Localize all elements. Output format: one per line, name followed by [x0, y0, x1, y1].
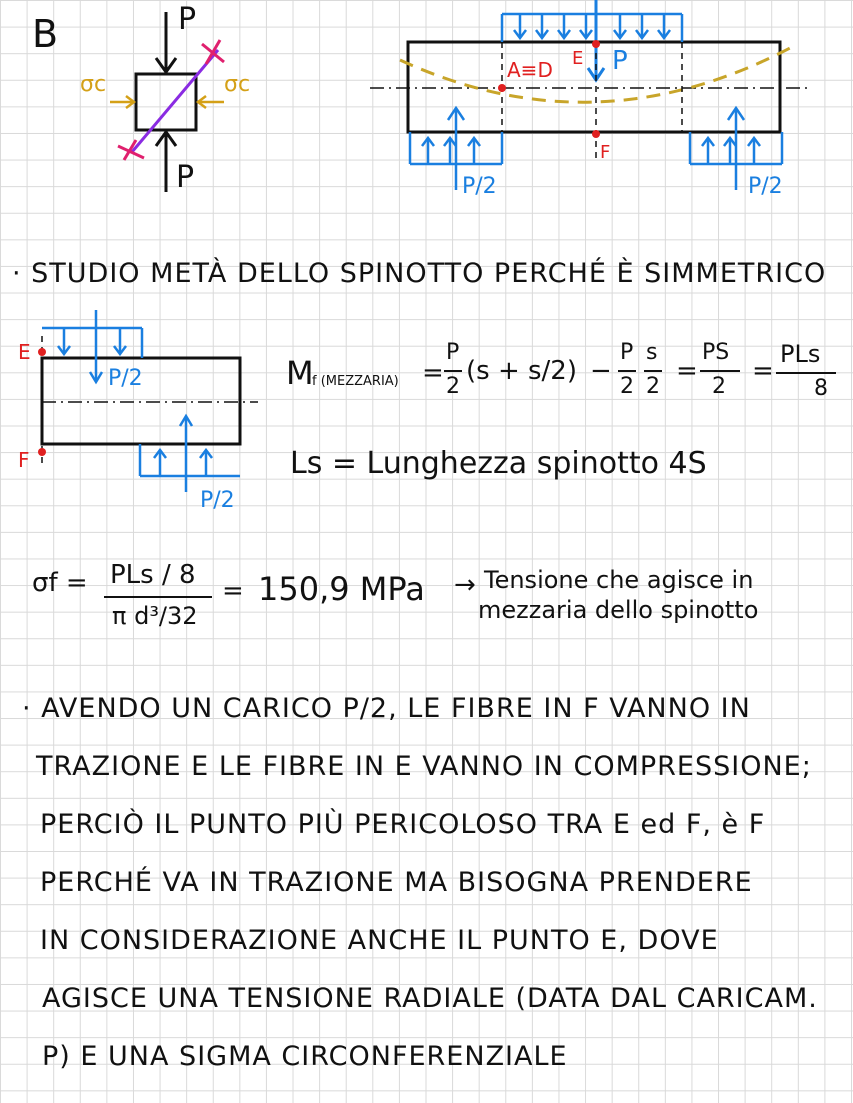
half-beam-load-top-label: P/2 — [108, 366, 143, 391]
beam-point-e-label: E — [572, 48, 584, 69]
paragraph-line: TRAZIONE E LE FIBRE IN E VANNO IN COMPRESSIONE; — [36, 751, 812, 782]
half-point-e-marker — [38, 348, 46, 356]
half-beam-load-bottom-label: P/2 — [200, 488, 235, 513]
stress-den: π d³/32 — [112, 602, 198, 630]
point-f-marker — [592, 130, 600, 138]
moment-lhs-sub: f (MEZZARIA) — [312, 374, 399, 389]
half-beam-point-e-label: E — [18, 340, 31, 364]
element-load-top-label: P — [178, 2, 197, 37]
paragraph-line: AGISCE UNA TENSIONE RADIALE (DATA DAL CARICAM. — [42, 983, 818, 1014]
point-ad-marker — [498, 84, 506, 92]
note-symmetry: · STUDIO METÀ DELLO SPINOTTO PERCHÉ È SIMMETRICO — [12, 258, 827, 289]
beam-point-f-label: F — [600, 142, 611, 163]
length-definition: Ls = Lunghezza spinotto 4S — [290, 446, 707, 481]
stress-comment-line1: Tensione che agisce in — [484, 566, 754, 594]
element-sigma-right-label: σc — [224, 72, 251, 97]
paragraph-line: PERCIÒ IL PUNTO PIÙ PERICOLOSO TRA E ed F, è F — [40, 809, 766, 840]
moment-term1-paren: (s + s/2) — [466, 356, 577, 386]
conclusion-paragraph — [22, 680, 842, 1086]
stress-value: 150,9 MPa — [258, 570, 425, 608]
half-point-f-marker — [38, 448, 46, 456]
half-beam-point-f-label: F — [18, 448, 30, 472]
paragraph-line: P) E UNA SIGMA CIRCONFERENZIALE — [42, 1041, 568, 1072]
half-beam-bottom-load — [140, 416, 240, 492]
paragraph-line: · AVENDO UN CARICO P/2, LE FIBRE IN F VANNO IN — [22, 693, 751, 724]
moment-term1-num: P — [446, 340, 460, 365]
moment-lhs: M — [286, 354, 314, 392]
stress-lhs: σf = — [32, 568, 88, 598]
moment-term1-den: 2 — [446, 374, 460, 399]
stress-num: PLs / 8 — [110, 560, 196, 590]
paragraph-line: PERCHÉ VA IN TRAZIONE MA BISOGNA PRENDERE — [40, 867, 753, 898]
element-sigma-left-label: σc — [80, 72, 107, 97]
paragraph-line: IN CONSIDERAZIONE ANCHE IL PUNTO E, DOVE — [40, 925, 719, 956]
stress-formula: σf = PLs / 8 π d³/32 = 150,9 MPa → Tensione che agisce in mezzaria dello spinotto — [32, 560, 759, 630]
beam-point-ad-label: A≡D — [507, 58, 553, 82]
point-e-marker — [592, 40, 600, 48]
beam-reaction-left-label: P/2 — [462, 174, 497, 199]
moment-formula: M f (MEZZARIA) = P 2 (s + s/2) − P 2 s 2 = PS 2 = PLs 8 — [286, 340, 846, 430]
section-label: B — [32, 12, 59, 56]
cross-mark-top — [202, 40, 224, 64]
element-square — [136, 74, 196, 130]
half-beam-diagram — [10, 306, 260, 506]
top-distributed-load — [502, 14, 682, 42]
element-load-bottom-label: P — [176, 160, 195, 195]
stress-comment-line2: mezzaria dello spinotto — [478, 596, 759, 624]
beam-load-center-label: P — [612, 46, 628, 76]
beam-reaction-right-label: P/2 — [748, 174, 783, 199]
